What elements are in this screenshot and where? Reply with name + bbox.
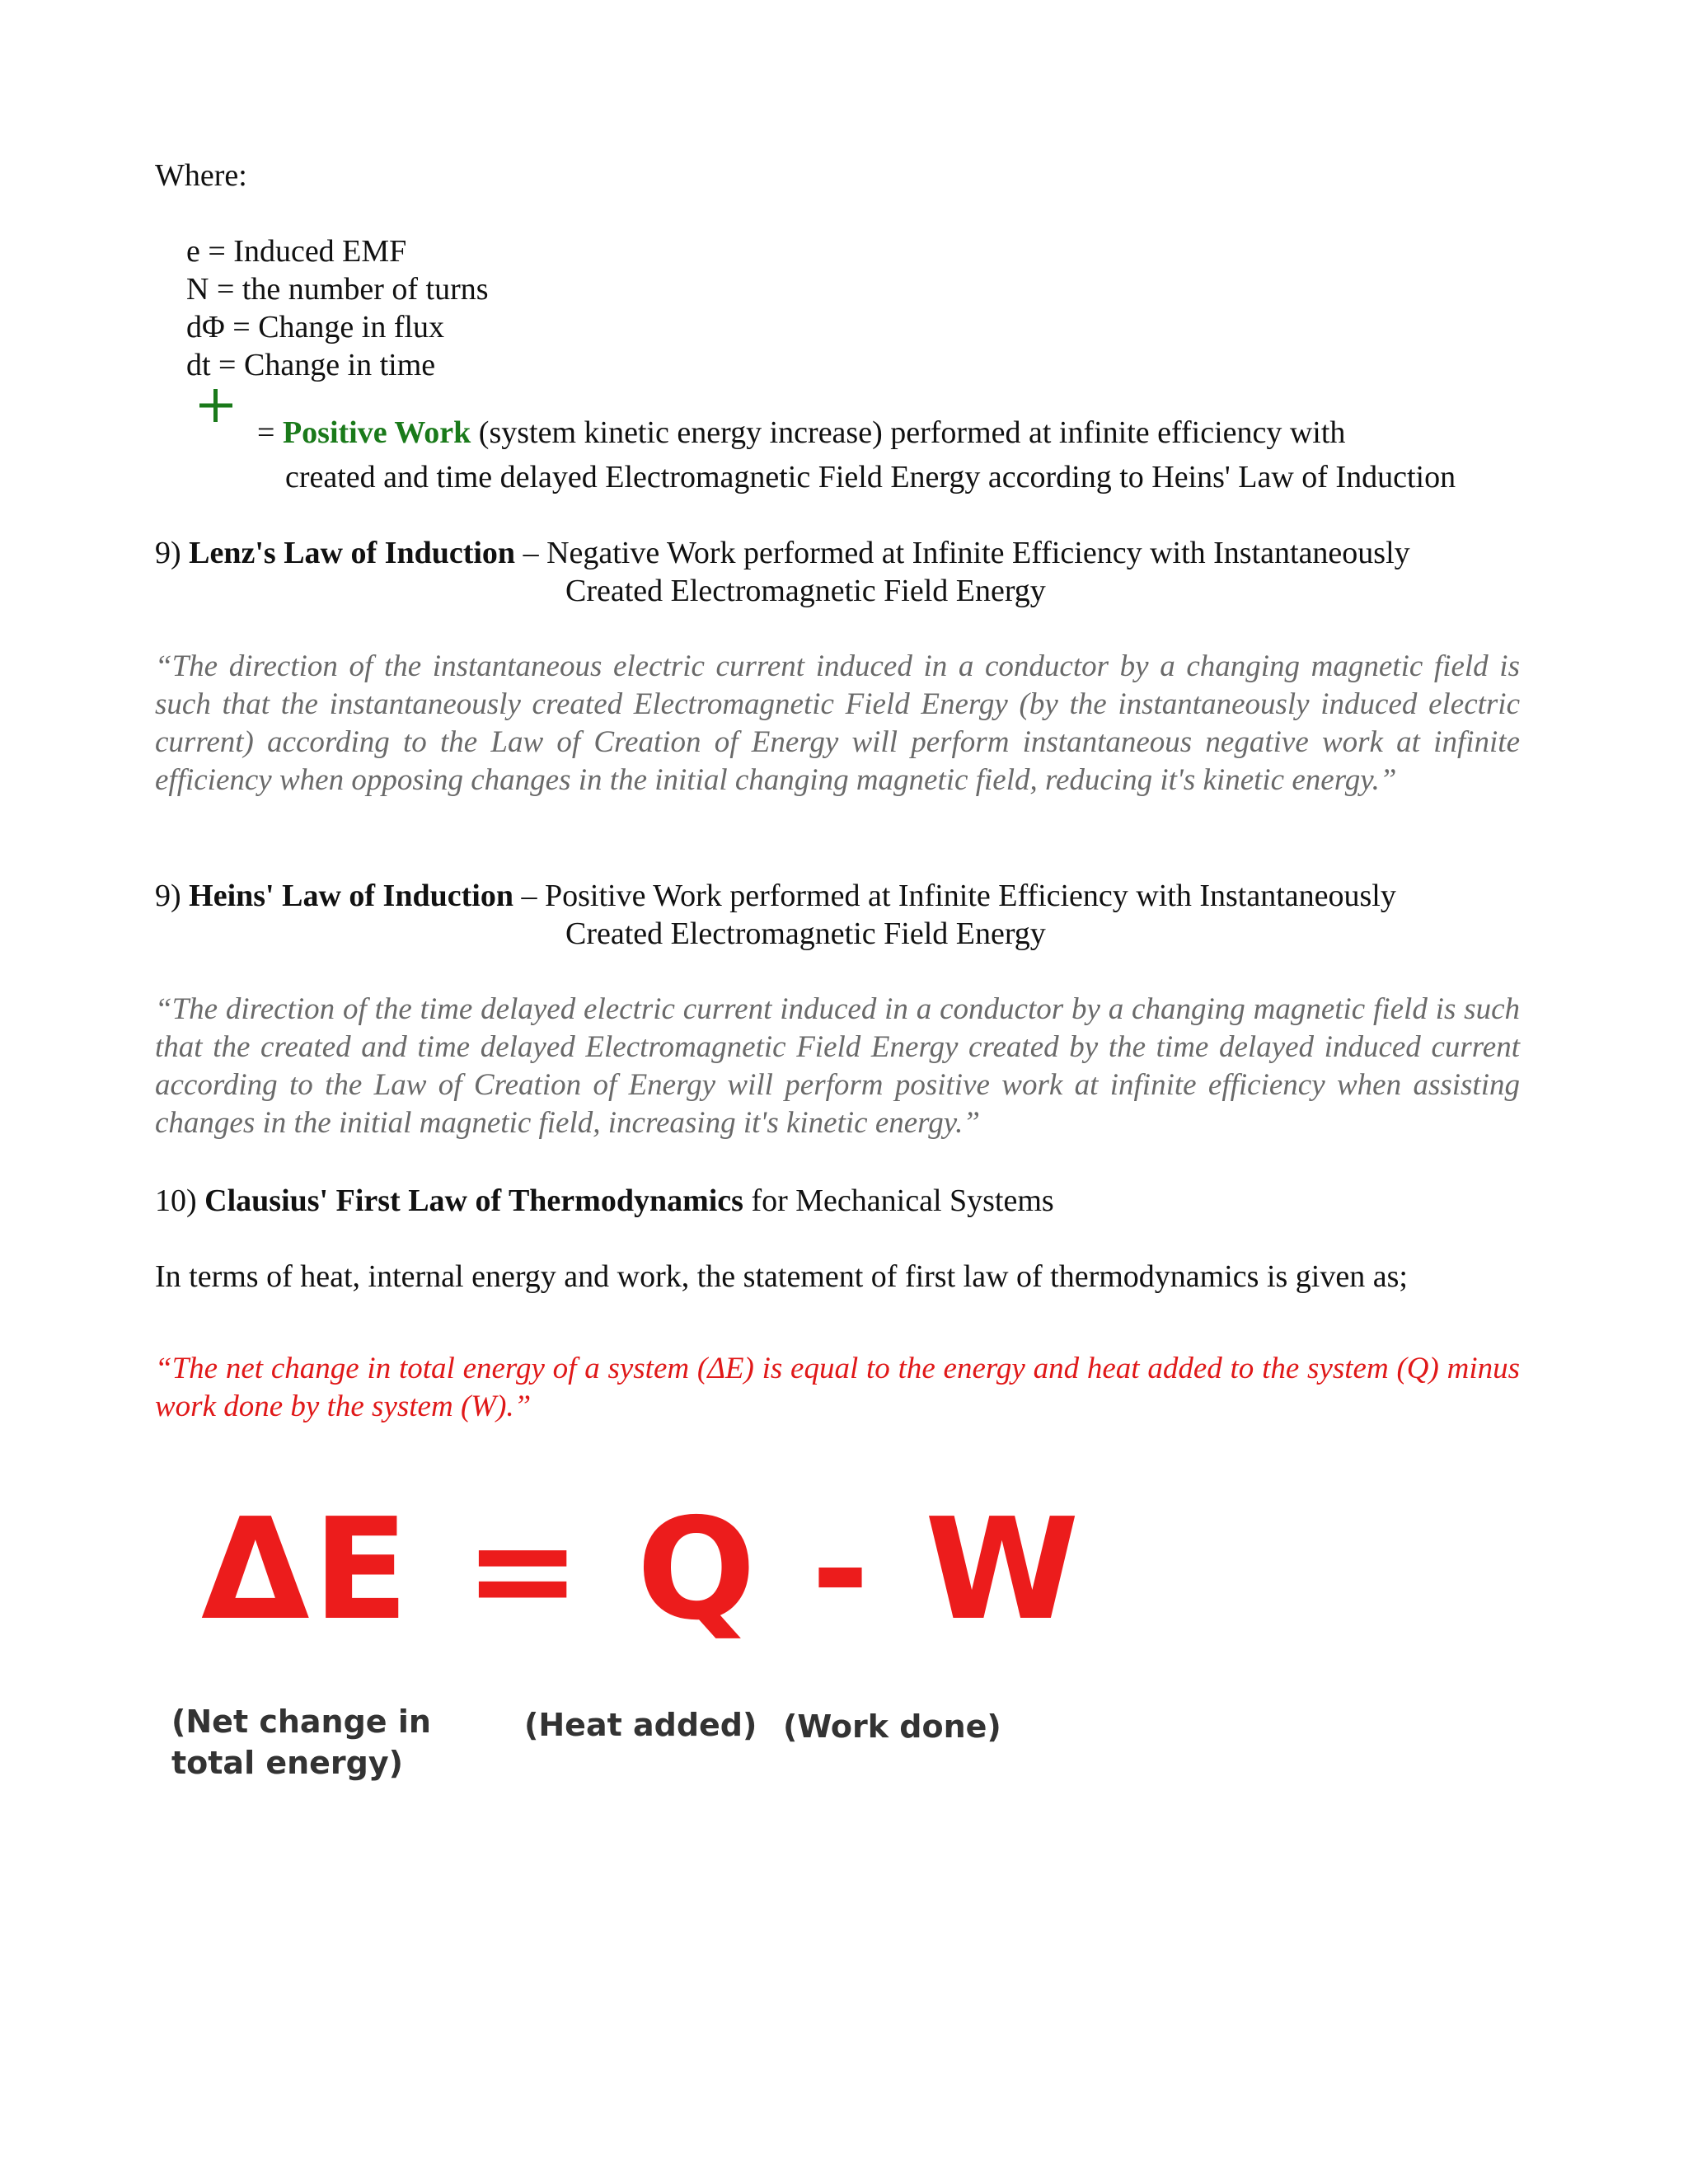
heins-number: 9) — [155, 879, 190, 913]
where-label: Where: — [155, 158, 247, 193]
positive-work-term: Positive Work — [282, 415, 471, 450]
clausius-title: Clausius' First Law of Thermodynamics — [204, 1183, 743, 1218]
clausius-heading — [155, 1182, 1054, 1220]
definition-turns: N = the number of turns — [186, 272, 489, 307]
heins-title: Heins' Law of Induction — [189, 879, 513, 913]
equals-sign: = — [257, 415, 283, 450]
heins-heading — [155, 877, 1396, 915]
positive-work-line2: created and time delayed Electromagnetic Field Energy according to Heins' Law of Induction — [285, 460, 1456, 494]
label-net-change — [171, 1701, 431, 1783]
label-net-line1: (Net change in — [171, 1704, 431, 1740]
clausius-desc: for Mechanical Systems — [743, 1183, 1054, 1218]
lenz-title: Lenz's Law of Induction — [189, 536, 516, 570]
plus-icon — [198, 387, 234, 424]
definition-flux: dΦ = Change in flux — [186, 310, 445, 344]
lenz-heading — [155, 534, 1410, 572]
lenz-desc-line1: – Negative Work performed at Infinite Efficiency with Instantaneously — [515, 536, 1410, 570]
clausius-quote: “The net change in total energy of a system (ΔE) is equal to the energy and heat added to the system (Q) minus work done by the system (W).” — [155, 1352, 1520, 1423]
lenz-number: 9) — [155, 536, 190, 570]
lenz-quote: “The direction of the instantaneous electric current induced in a conductor by a changing magnetic field is such that the instantaneously created Electromagnetic Field Energy (by the instantaneously induced electric current) according to the Law of Creation of Energy will perform instantaneous negative work at infinite efficiency when opposing changes in the initial changing magnetic field, reducing it's kinetic energy.” — [155, 649, 1520, 797]
definition-emf: e = Induced EMF — [186, 234, 407, 269]
clausius-number: 10) — [155, 1183, 205, 1218]
heins-desc-line2: Created Electromagnetic Field Energy — [565, 916, 1046, 951]
label-work-done: (Work done) — [783, 1708, 1001, 1745]
definitions-list — [186, 232, 489, 384]
heins-quote: “The direction of the time delayed electric current induced in a conductor by a changing magnetic field is such that the created and time delayed Electromagnetic Field Energy created by the time delayed induced current according to the Law of Creation of Energy will perform positive work at infinite efficiency when assisting changes in the initial magnetic field, increasing it's kinetic energy.” — [155, 992, 1520, 1140]
positive-work-desc: (system kinetic energy increase) performed at infinite efficiency with — [471, 415, 1346, 450]
heins-desc-line1: – Positive Work performed at Infinite Efficiency with Instantaneously — [513, 879, 1396, 913]
label-net-line2: total energy) — [171, 1745, 404, 1781]
label-heat-added: (Heat added) — [524, 1707, 757, 1743]
positive-work-line1 — [257, 414, 1345, 452]
equation-formula: ΔE = Q - W — [201, 1488, 1083, 1652]
definition-time: dt = Change in time — [186, 348, 436, 382]
clausius-intro: In terms of heat, internal energy and work, the statement of first law of thermodynamics is given as; — [155, 1259, 1408, 1294]
lenz-desc-line2: Created Electromagnetic Field Energy — [565, 574, 1046, 608]
